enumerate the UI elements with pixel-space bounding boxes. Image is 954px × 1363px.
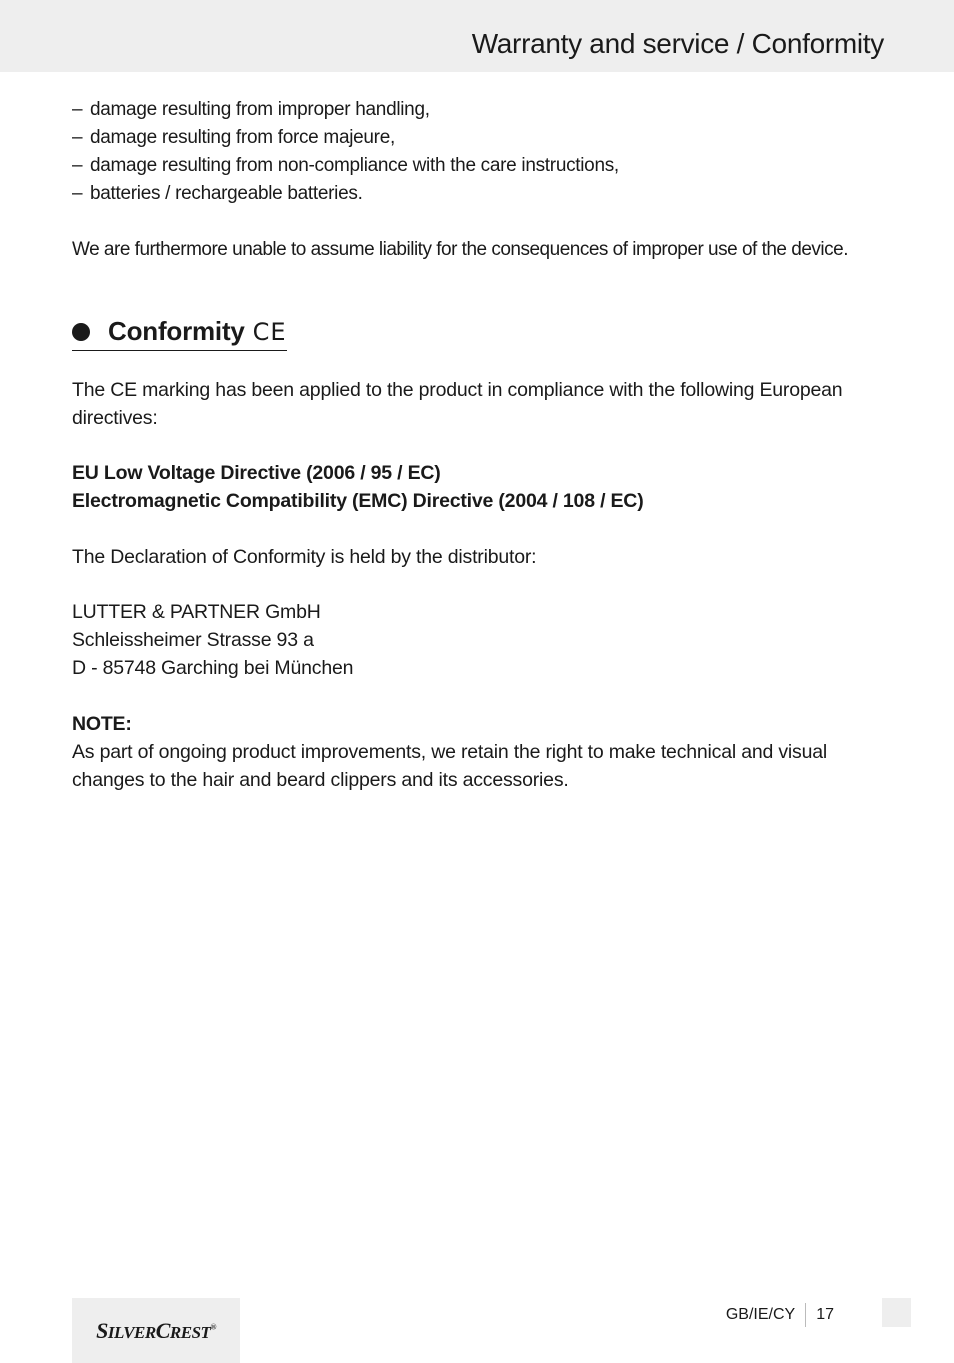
- list-item-text: damage resulting from force majeure,: [90, 127, 395, 148]
- list-dash: –: [72, 99, 83, 120]
- page-footer: [726, 1303, 834, 1327]
- list-item: [72, 124, 892, 152]
- distributor-street: Schleissheimer Strasse 93 a: [72, 629, 314, 651]
- note-label: NOTE:: [72, 713, 132, 735]
- page-title: Warranty and service / Conformity: [471, 28, 884, 59]
- distributor-city: D - 85748 Garching bei München: [72, 657, 354, 679]
- declaration-paragraph: The Declaration of Conformity is held by the distributor:: [72, 546, 537, 568]
- list-dash: –: [72, 127, 83, 148]
- liability-paragraph: We are furthermore unable to assume liability for the consequences of improper use of the device.: [72, 239, 848, 260]
- bullet-icon: [72, 323, 90, 341]
- section-heading-text: Conformity: [108, 316, 245, 346]
- directives: [72, 459, 902, 515]
- distributor-name: LUTTER & PARTNER GmbH: [72, 601, 321, 623]
- directive-emc: Electromagnetic Compatibility (EMC) Directive (2004 / 108 / EC): [72, 490, 644, 512]
- list-item: [72, 96, 892, 124]
- exclusions-section: [72, 96, 892, 264]
- distributor-address: [72, 598, 902, 682]
- page-number: 17: [816, 1306, 834, 1323]
- locale-label: GB/IE/CY: [725, 1306, 796, 1323]
- list-item: [72, 152, 892, 180]
- conformity-intro: [72, 376, 902, 432]
- exclusions-list: [72, 96, 892, 208]
- page-tab-marker: [882, 1298, 911, 1327]
- footer-divider: [805, 1303, 806, 1327]
- brand-logo: [72, 1298, 240, 1363]
- note: [72, 710, 902, 794]
- note-text: As part of ongoing product improvements, we retain the right to make technical and visual changes to the hair and beard clippers and its accessories.: [72, 741, 828, 791]
- list-item: [72, 180, 892, 208]
- brand-logo-text: SILVERCREST®: [96, 1317, 216, 1343]
- conformity-heading: [72, 316, 287, 351]
- header-band: [0, 0, 954, 72]
- directive-lvd: EU Low Voltage Directive (2006 / 95 / EC): [72, 462, 441, 484]
- intro-paragraph: The CE marking has been applied to the product in compliance with the following European directives:: [72, 379, 843, 429]
- list-item-text: damage resulting from improper handling,: [90, 99, 430, 120]
- declaration: [72, 543, 902, 571]
- list-dash: –: [72, 183, 83, 204]
- list-dash: –: [72, 155, 83, 176]
- list-item-text: batteries / rechargeable batteries.: [90, 183, 363, 204]
- ce-mark-icon: CE: [252, 317, 287, 346]
- list-item-text: damage resulting from non-compliance with the care instructions,: [90, 155, 619, 176]
